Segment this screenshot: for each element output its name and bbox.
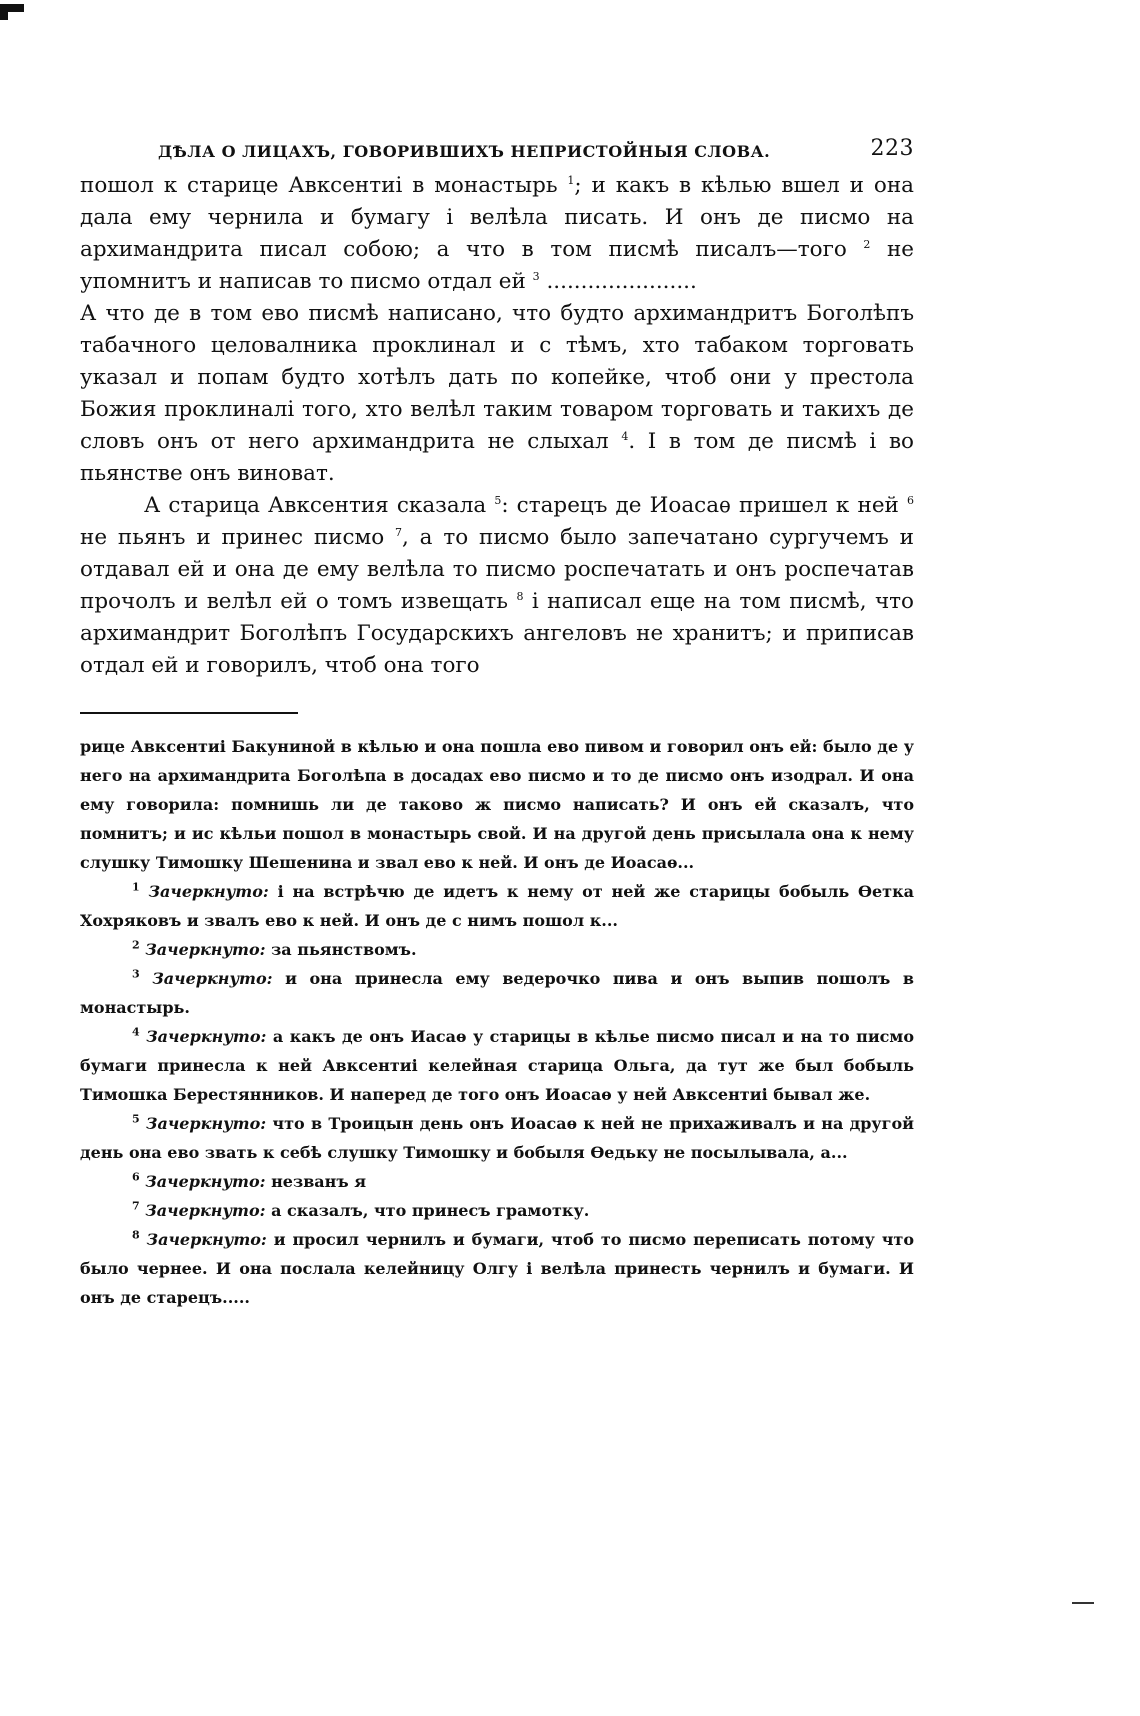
page-number: 223 bbox=[870, 136, 914, 161]
paragraph-1: пошол к старице Авксентиі в монастырь $^1$; и какъ в кѣлью вшел и она дала ему чернила и бумагу і велѣла писать. И онъ де писмо на архимандрита писал собою; а что в том писмѣ писалъ—того $^2$ не упомнитъ и написав то писмо отдал ей $^3$ ...................... А что де в том ево писмѣ написано, что будто архимандритъ Боголѣпъ табачного целовалника проклинал и с тѣмъ, хто табаком торговать указал и попам будто хотѣлъ дать по копейке, чтоб они у престола Божия проклиналі того, хто велѣл таким товаром торговать и такихъ де словъ онъ от него архимандрита не слыхал $^4$. І в том де писмѣ і во пьянстве онъ виноват. bbox=[80, 173, 914, 486]
footnote-ref[interactable]: 8 bbox=[516, 589, 524, 603]
scan-edge-mark bbox=[1072, 1602, 1094, 1604]
footnote-7: $^7$ Зачеркнуто: а сказалъ, что принесъ грамотку. bbox=[132, 1199, 590, 1220]
scan-corner-mark bbox=[0, 0, 30, 20]
footnote-2: $^2$ Зачеркнуто: за пьянствомъ. bbox=[132, 938, 417, 959]
footnote-ref[interactable]: 2 bbox=[863, 237, 871, 251]
paragraph-2: А старица Авксентия сказала $^5$: старецъ де Иоасаѳ пришел к ней $^6$ не пьянъ и принес писмо $^7$, а то писмо было запечатано сургучемъ и отдавал ей и она де ему велѣла то писмо роспечатать и онъ роспечатав прочолъ и велѣл ей о томъ извещать $^8$ і написал еще на том писмѣ, что архимандрит Боголѣпъ Государскихъ ангеловъ не хранитъ; и приписав отдал ей и говорилъ, чтоб она того bbox=[80, 493, 914, 678]
footnotes bbox=[80, 732, 914, 1312]
footnote-continuation: рице Авксентиі Бакуниной в кѣлью и она пошла ево пивом и говорил онъ ей: было де у него на архимандрита Боголѣпа в досадах ево писмо и то де писмо онъ изодрал. И она ему говорила: помнишь ли де таково ж писмо написать? И онъ ей сказалъ, что помнитъ; и ис кѣльи пошол в монастырь свой. И на другой день присылала она к нему слушку Тимошку Шешенина и звал ево к ней. И онъ де Иоасаѳ... bbox=[80, 737, 914, 872]
footnote-6: $^6$ Зачеркнуто: незванъ я bbox=[132, 1170, 367, 1191]
running-title: ДѢЛА О ЛИЦАХЪ, ГОВОРИВШИХЪ НЕПРИСТОЙНЫЯ СЛОВА. bbox=[158, 142, 771, 161]
footnote-ref[interactable]: 3 bbox=[532, 269, 540, 283]
footnote-3: $^3$ Зачеркнуто: и она принесла ему ведерочко пива и онъ выпив пошолъ в монастырь. bbox=[80, 967, 914, 1017]
footnote-ref[interactable]: 1 bbox=[567, 173, 575, 187]
footnote-ref[interactable]: 7 bbox=[395, 525, 403, 539]
footnote-ref[interactable]: 5 bbox=[494, 493, 502, 507]
footnote-4: $^4$ Зачеркнуто: а какъ де онъ Иасаѳ у старицы в кѣлье писмо писал и на то писмо бумаги принесла к ней Авксентиі келейная старица Ольга, да тут же был бобыль Тимошка Берестянников. И наперед де того онъ Иоасаѳ у ней Авксентиі бывал же. bbox=[80, 1025, 914, 1104]
main-text bbox=[80, 170, 914, 682]
footnote-ref[interactable]: 4 bbox=[621, 429, 629, 443]
book-page bbox=[80, 130, 914, 1312]
footnote-5: $^5$ Зачеркнуто: что в Троицын день онъ Иоасаѳ к ней не прихаживалъ и на другой день она ево звать к себѣ слушку Тимошку и бобыля Ѳедьку не посылывала, а... bbox=[80, 1112, 915, 1162]
footnote-divider bbox=[80, 712, 298, 714]
footnote-ref[interactable]: 6 bbox=[907, 493, 914, 507]
running-header bbox=[80, 130, 914, 170]
footnote-8: $^8$ Зачеркнуто: и просил чернилъ и бумаги, чтоб то писмо переписать потому что было чернее. И она послала келейницу Олгу і велѣла принесть чернилъ и бумаги. И онъ де старецъ..... bbox=[80, 1228, 914, 1307]
footnote-1: $^1$ Зачеркнуто: і на встрѣчю де идетъ к нему от ней же старицы бобыль Ѳетка Хохряковъ и звалъ ево к ней. И онъ де с нимъ пошол к... bbox=[80, 880, 914, 930]
